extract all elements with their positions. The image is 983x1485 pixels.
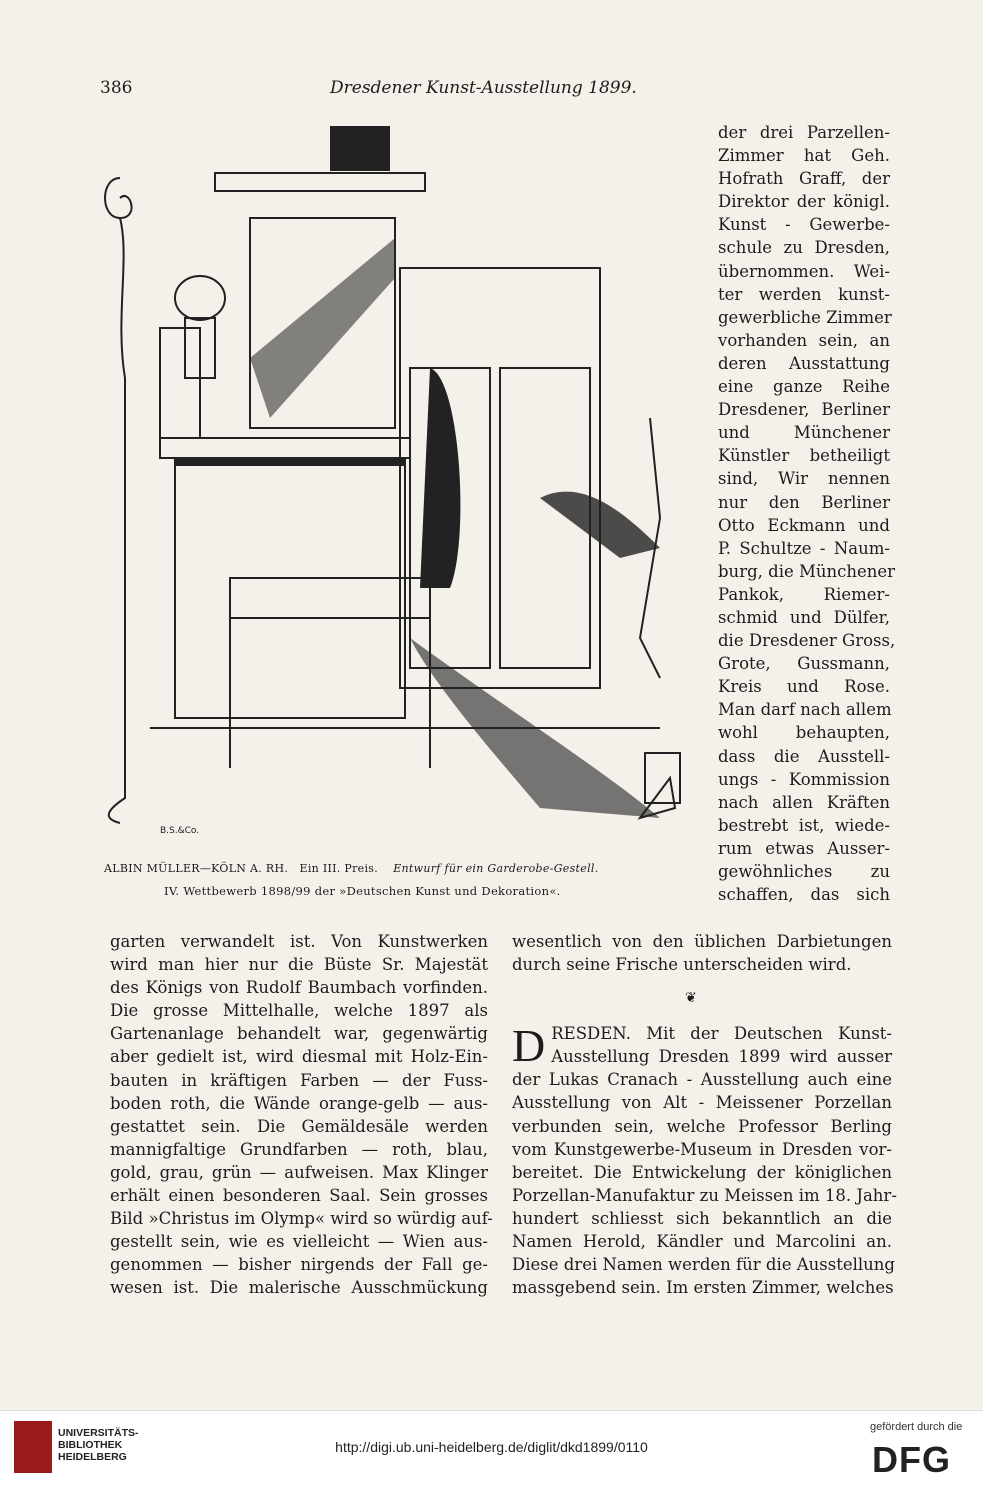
text-line: rum etwas Ausser- [718, 838, 890, 858]
text-line: P. Schultze - Naum- [718, 538, 890, 558]
caption-prize: Ein III. Preis. [299, 862, 379, 875]
text-line: deren Ausstattung [718, 353, 890, 373]
text-line: ungs - Kommission [718, 769, 890, 789]
text-line: wesen ist. Die malerische Ausschmückung [110, 1278, 488, 1298]
text-line: Ausstellung Dresden 1899 wird ausser [551, 1047, 892, 1067]
text-line: wesentlich von den üblichen Darbietungen [512, 932, 892, 951]
caption-artist: ALBIN MÜLLER—KÖLN A. RH. [104, 862, 289, 875]
text-line: wohl behaupten, [718, 723, 890, 743]
text-line: eine ganze Reihe [718, 377, 890, 397]
text-line: der Lukas Cranach - Ausstellung auch eine [512, 1070, 892, 1090]
text-line: Grote, Gussmann, [718, 654, 890, 674]
text-line: Ausstellung von Alt - Meissener Porzellan [512, 1093, 892, 1113]
text-line: gewöhnliches zu [718, 862, 890, 881]
right-column-text [718, 121, 896, 906]
left-column-text [110, 930, 493, 1300]
text-line: Hofrath Graff, der [718, 169, 890, 189]
text-line: burg, die Münchener [718, 561, 896, 581]
text-line: nach allen Kräften [718, 792, 890, 812]
ornament-spacer [512, 976, 892, 1022]
text-line: Gartenanlage behandelt war, gegenwärtig [110, 1024, 488, 1044]
ornament-icon: ❦ [685, 990, 697, 1006]
text-line: Man darf nach allem [718, 700, 892, 720]
text-line: RESDEN. Mit der Deutschen Kunst- [551, 1024, 892, 1044]
text-line: und Münchener [718, 423, 890, 443]
text-line: Bild »Christus im Olymp« wird so würdig auf- [110, 1209, 493, 1229]
text-line: mannigfaltige Grundfarben — roth, blau, [110, 1139, 488, 1159]
text-line: schmid und Dülfer, [718, 607, 890, 627]
text-line: garten verwandelt ist. Von Kunstwerken [110, 932, 488, 951]
text-line: vorhanden sein, an [718, 330, 890, 350]
text-line: durch seine Frische unterscheiden wird. [512, 955, 852, 975]
caption-line-2: IV. Wettbewerb 1898/99 der »Deutschen Kunst und Dekoration«. [164, 884, 561, 898]
text-line: vom Kunstgewerbe-Museum in Dresden vor- [512, 1139, 892, 1159]
text-line: Kunst - Gewerbe- [718, 215, 890, 235]
paragraph-dresden [512, 1020, 892, 1072]
text-line: aber gedielt ist, wird diesmal mit Holz-Ein- [110, 1047, 488, 1067]
text-line: übernommen. Wei- [718, 261, 890, 281]
text-line: die Dresdener Gross, [718, 631, 896, 651]
text-line: Direktor der königl. [718, 192, 890, 212]
text-line: dass die Ausstell- [718, 746, 890, 766]
text-line: Die grosse Mittelhalle, welche 1897 als [110, 1001, 488, 1021]
text-line: Porzellan-Manufaktur zu Meissen im 18. Jahr- [512, 1185, 897, 1205]
text-line: Künstler betheiligt [718, 446, 890, 466]
text-line: gewerbliche Zimmer [718, 307, 892, 327]
text-line: Pankok, Riemer- [718, 584, 890, 604]
text-line: Kreis und Rose. [718, 677, 890, 697]
wardrobe-illustration [100, 118, 700, 848]
text-line: hundert schliesst sich bekanntlich an die [512, 1208, 892, 1228]
text-line: nur den Berliner [718, 492, 890, 512]
text-line: gestattet sein. Die Gemäldesäle werden [110, 1116, 488, 1136]
right-lower-column-text [512, 930, 897, 1299]
illustration-signature: B.S.&Co. [160, 826, 200, 836]
running-title: Dresdener Kunst-Ausstellung 1899. [330, 78, 637, 98]
text-line: ter werden kunst- [718, 284, 890, 304]
permalink-url[interactable]: http://digi.ub.uni-heidelberg.de/diglit/dkd1899/0110 [335, 1439, 648, 1455]
text-line: des Königs von Rudolf Baumbach vorfinden. [110, 978, 488, 998]
text-line: massgebend sein. Im ersten Zimmer, welches [512, 1278, 894, 1298]
text-line: Otto Eckmann und [718, 515, 890, 535]
text-line: sind, Wir nennen [718, 469, 890, 489]
text-line: bauten in kräftigen Farben — der Fuss- [110, 1070, 488, 1090]
text-line: schaffen, das sich [718, 885, 890, 905]
text-line: gold, grau, grün — aufweisen. Max Klinger [110, 1162, 488, 1182]
funder-note: gefördert durch die [870, 1421, 963, 1433]
text-line: boden roth, die Wände orange-gelb — aus- [110, 1093, 488, 1113]
page-number: 386 [100, 78, 133, 98]
text-line: verbunden sein, welche Professor Berling [512, 1116, 892, 1136]
digital-library-footer [0, 1410, 983, 1485]
library-line: HEIDELBERG [58, 1451, 127, 1463]
caption-line-1 [104, 862, 599, 875]
library-line: BIBLIOTHEK [58, 1439, 123, 1451]
library-line: UNIVERSITÄTS- [58, 1427, 139, 1439]
text-line: genommen — bisher nirgends der Fall ge- [110, 1255, 488, 1275]
text-line: der drei Parzellen- [718, 123, 890, 142]
text-line: Zimmer hat Geh. [718, 146, 890, 166]
text-line: erhält einen besonderen Saal. Sein grosses [110, 1186, 488, 1206]
text-line: schule zu Dresden, [718, 238, 890, 258]
text-line: gestellt sein, wie es vielleicht — Wien aus- [110, 1232, 488, 1252]
text-line: Dresdener, Berliner [718, 400, 890, 420]
text-line: Namen Herold, Kändler und Marcolini an. [512, 1232, 892, 1252]
dfg-logo: DFG [872, 1439, 951, 1480]
drop-cap: D [512, 1020, 546, 1072]
text-line: bereitet. Die Entwickelung der königlichen [512, 1162, 892, 1182]
text-line: bestrebt ist, wiede- [718, 815, 890, 835]
text-line: Diese drei Namen werden für die Ausstellung [512, 1255, 895, 1275]
text-line: wird man hier nur die Büste Sr. Majestät [110, 955, 488, 975]
caption-title: Entwurf für ein Garderobe-Gestell. [393, 862, 599, 875]
